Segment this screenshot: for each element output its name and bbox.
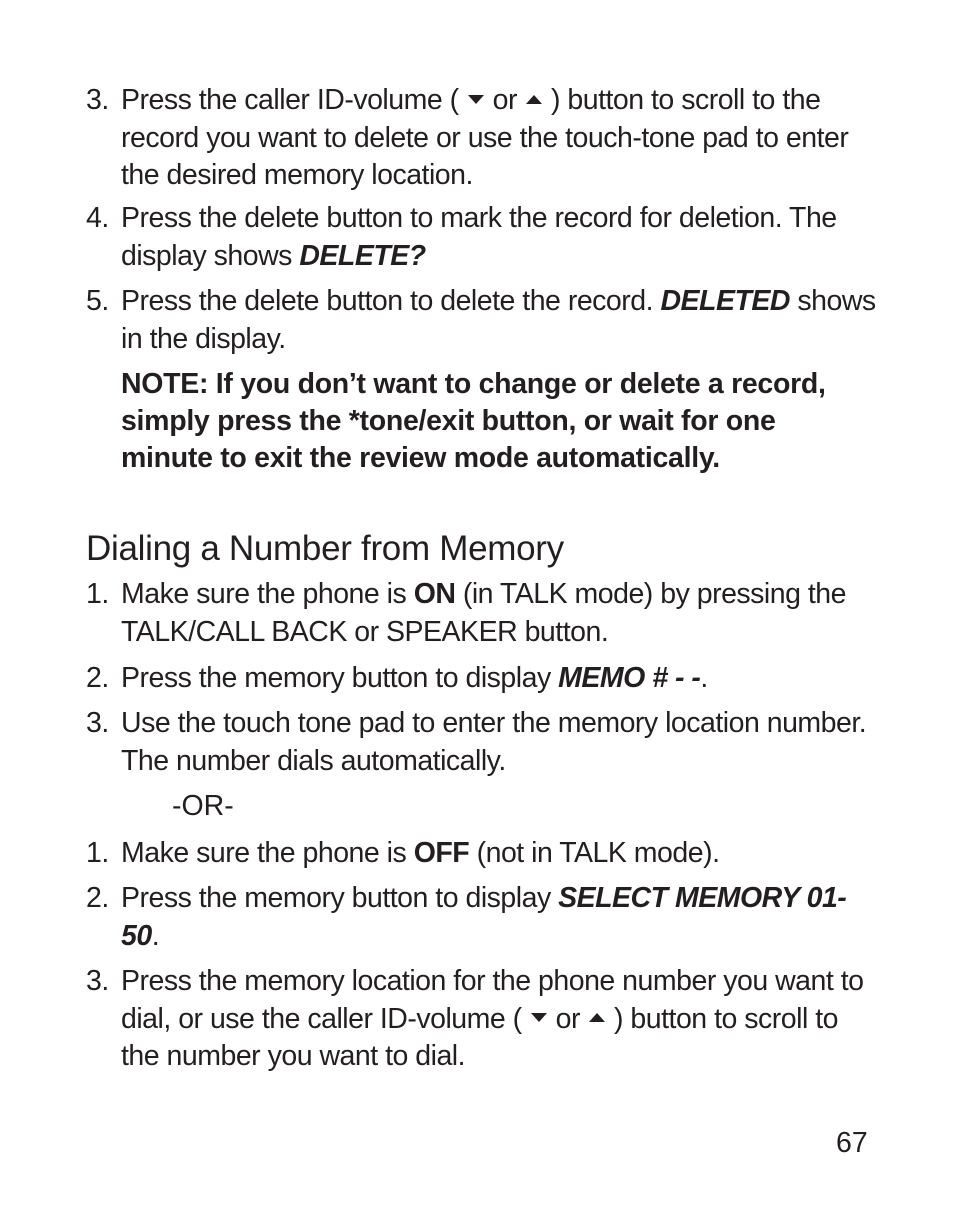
dial-alt-step-1 bbox=[86, 835, 876, 873]
step-number: 3. bbox=[86, 965, 109, 997]
step-text-part2: ) button to scroll to the record you want to delete or use the touch-tone pad to enter the desired memory location. bbox=[121, 84, 849, 191]
step-text bbox=[121, 835, 876, 873]
dial-alt-step-2 bbox=[86, 880, 876, 955]
step-text-main: Press the delete button to delete the record. bbox=[121, 285, 661, 317]
display-text-deleted: DELETED bbox=[660, 285, 790, 317]
step-number: 3. bbox=[86, 707, 109, 739]
step-text bbox=[121, 963, 876, 1076]
step-text-before: Press the memory button to display bbox=[121, 662, 559, 694]
step-text bbox=[121, 576, 876, 651]
step-number: 5. bbox=[86, 285, 109, 317]
step-text bbox=[121, 82, 876, 195]
page-number: 67 bbox=[836, 1127, 868, 1159]
dial-alt-step-3 bbox=[86, 963, 876, 1076]
step-text-main: Press the delete button to mark the record for deletion. The display shows bbox=[121, 202, 837, 272]
note-text: NOTE: If you don’t want to change or delete a record, simply press the *tone/exit button, or wait for one minute to exit the review mode automatically. bbox=[121, 368, 826, 474]
section-heading: Dialing a Number from Memory bbox=[86, 529, 564, 568]
step-text bbox=[121, 660, 876, 698]
arrow-up-icon bbox=[526, 95, 542, 104]
step-number: 4. bbox=[86, 202, 109, 234]
dial-step-2 bbox=[86, 660, 876, 698]
step-text-after: shows in the display. bbox=[121, 285, 876, 355]
display-text-delete: DELETE? bbox=[299, 239, 426, 272]
step-text-before: Press the memory button to display bbox=[121, 882, 559, 914]
step-text bbox=[121, 880, 876, 955]
step-text-after: . bbox=[700, 662, 708, 694]
delete-step-4 bbox=[86, 200, 876, 275]
step-or-text: or bbox=[555, 1002, 581, 1035]
dial-step-1 bbox=[86, 576, 876, 651]
emph-on: ON bbox=[413, 578, 456, 610]
step-number: 1. bbox=[86, 578, 109, 610]
delete-step-5 bbox=[86, 283, 876, 358]
step-number: 3. bbox=[86, 84, 109, 116]
step-number: 1. bbox=[86, 837, 109, 869]
arrow-down-icon bbox=[468, 95, 484, 104]
step-text-after: . bbox=[151, 919, 160, 952]
step-text-part1: Press the caller ID-volume ( bbox=[121, 84, 459, 116]
arrow-down-icon bbox=[531, 1013, 547, 1022]
step-or-text: or bbox=[492, 84, 517, 116]
step-text bbox=[121, 283, 876, 358]
step-text-after: (not in TALK mode). bbox=[469, 837, 720, 869]
step-text-part2: ) button to scroll to the number you want to dial. bbox=[121, 1002, 838, 1072]
step-text-after: (in TALK mode) by pressing the TALK/CALL BACK or SPEAKER button. bbox=[121, 578, 846, 648]
dial-step-3 bbox=[86, 705, 876, 780]
display-text-memo: MEMO # - - bbox=[558, 662, 701, 694]
emph-off: OFF bbox=[413, 837, 470, 869]
step-text bbox=[121, 200, 876, 275]
step-text-before: Make sure the phone is bbox=[121, 837, 414, 869]
or-separator: -OR- bbox=[172, 790, 234, 822]
step-number: 2. bbox=[86, 662, 109, 694]
step-text-before: Make sure the phone is bbox=[121, 578, 414, 610]
arrow-up-icon bbox=[589, 1013, 605, 1022]
step-text: Use the touch tone pad to enter the memory location number. The number dials automatically. bbox=[121, 707, 867, 777]
display-text-select-memory: SELECT MEMORY 01-50 bbox=[121, 882, 847, 952]
delete-step-3 bbox=[86, 82, 876, 195]
step-number: 2. bbox=[86, 882, 109, 914]
step-text-part1: Press the memory location for the phone number you want to dial, or use the caller ID-volume ( bbox=[121, 965, 864, 1035]
